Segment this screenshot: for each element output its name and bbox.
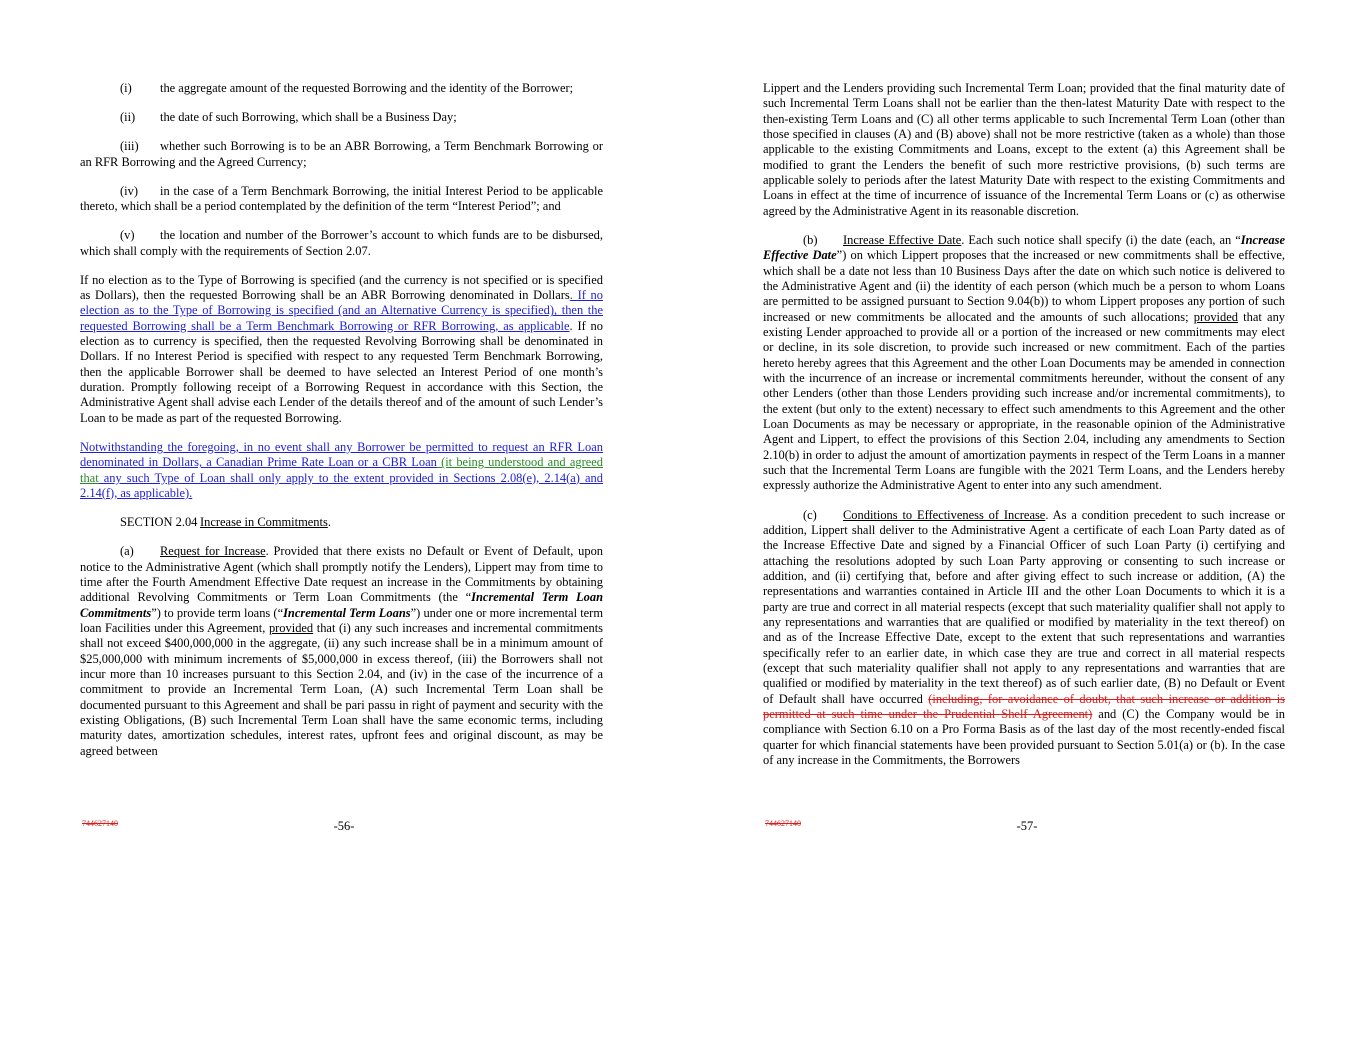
inserted-text: . If no election as to the Type of Borrowing is specified (and an Alternative Currency is specified), then the requested Borrowing shall be a Term Benchmark Borrowing or RFR Borrowing, as applicable [80,288,603,333]
paragraph-b: (b) Increase Effective Date. Each such notice shall specify (i) the date (each, an “Increase Effective Date”) on which Lippert proposes that the increased or new commitments shall be effective, which shall be a date not less than 10 Business Days after the date on which such notice is delivered to the Administrative Agent and (ii) the identity of each person (which much be a person to whom Loans are permitted to be assigned pursuant to Section 9.04(b)) to whom Lippert proposes any portion of such increased or new commitments be allocated and the amounts of such allocations; provided that any existing Lender approached to provide all or a portion of the increased or new commitments may elect or decline, in its sole discretion, to provide such increased or new commitment. Each of the parties hereto hereby agrees that this Agreement and the other Loan Documents may be amended in connection with the incurrence of an increase or incremental commitments hereunder, without the consent of any other Lenders (other than those Lenders providing such increase and/or incremental commitments), to the extent (but only to the extent) necessary to effect such amendments to this Agreement and the other Loan Documents as may be necessary or appropriate, in the reasonable opinion of the Administrative Agent and Lippert, to effect the provisions of this Section 2.04, including any amendments to Section 2.10(b) in order to adjust the amount of amortization payments in respect of the Term Loans in a manner such that the Incremental Term Loans are fungible with the 2021 Term Loans, and the Lenders hereby expressly authorize the Administrative Agent to enter into any such amendment. [763,232,1286,493]
defined-term: Increase Effective Date [763,232,1286,263]
section-title: Increase in Commitments [200,515,328,530]
inserted-text: Notwithstanding the foregoing, in no event shall any Borrower be permitted to request an RFR Loan denominated in Dollars, a Canadian Prime Rate Loan or a CBR Loan [80,439,603,470]
page-56 [0,0,682,1055]
deleted-text: (including, for avoidance of doubt, that such increase or addition is permitted at such time under the Prudential Shelf Agreement) [763,691,1285,721]
paragraph-continued: Lippert and the Lenders providing such Incremental Term Loan; provided that the final maturity date of such Incremental Term Loans shall not be earlier than the then-latest Maturity Date with respect to the then-existing Term Loans and (C) all other terms applicable to such Incremental Term Loan (other than those specified in clauses (A) and (B) above) shall not be more restrictive (taken as a whole) than those applicable to the existing Commitments and Loans, except to the extent (a) this Agreement shall be modified to grant the Lenders the benefit of such more restrictive provisions, (b) such terms are applicable solely to periods after the latest Maturity Date with respect to the existing Commitments and Loans in effect at the time of incurrence of issuance of the Incremental Term Loans or (c) as otherwise agreed by the Administrative Agent in its reasonable discretion. [763,81,1285,218]
defined-term: Incremental Term Loan Commitments [80,590,603,620]
page-57 [683,0,1365,1055]
list-item: (v) the location and number of the Borrower’s account to which funds are to be disbursed, which shall comply with the requirements of Section 2.07. [80,228,603,258]
doc-id: 744627140 [82,819,118,828]
page-56-body [80,81,603,773]
page-57-body [763,81,1285,782]
doc-id: 744627140 [765,819,801,828]
list-item: (ii) the date of such Borrowing, which shall be a Business Day; [120,110,457,125]
paragraph-heading: Request for Increase [160,544,266,559]
paragraph-c: (c) Conditions to Effectiveness of Increase. As a condition precedent to such increase or addition, Lippert shall deliver to the Administrative Agent a certificate of each Loan Party dated as of the Increase Effective Date and signed by a Financial Officer of such Loan Party (i) certifying and attaching the resolutions adopted by such Loan Party approving or consenting to such increase or addition, and (ii) certifying that, before and after giving effect to such increase or addition, (A) the representations and warranties contained in Article III and the other Loan Documents to which it is a party are true and correct in all material respects (except that such materiality qualifier shall not apply to any representations and warranties that are qualified or modified by materiality in the text thereof) on and as of the Increase Effective Date, except to the extent that such representations and warranties specifically refer to an earlier date, in which case they are true and correct in all material respects (except that such materiality qualifier shall not apply to any representations and warranties that are qualified or modified by materiality in the text thereof) as of such earlier date, (B) no Default or Event of Default shall have occurred (including, for avoidance of doubt, that such increase or addition is permitted at such time under the Prudential Shelf Agreement) and (C) the Company would be in compliance with Section 6.10 on a Pro Forma Basis as of the last day of the most recently-ended fiscal quarter for which financial statements have been provided pursuant to Section 5.01(a) or (b). In the case of any increase in the Commitments, the Borrowers [763,507,1286,768]
paragraph-heading: Conditions to Effectiveness of Increase [843,507,1046,522]
section-heading: SECTION 2.04 Increase in Commitments. [120,515,331,530]
paragraph-a: (a) Request for Increase. Provided that there exists no Default or Event of Default, upon notice to the Administrative Agent (which shall promptly notify the Lenders), Lippert may from time to time after the Fourth Amendment Effective Date request an increase in the Commitments by obtaining additional Revolving Commitments or Term Loan Commitments (the “Incremental Term Loan Commitments”) to provide term loans (“Incremental Term Loans”) under one or more incremental term loan Facilities under this Agreement, provided that (i) any such increases and incremental commitments shall not exceed $400,000,000 in the aggregate, (ii) any such increase shall be in a minimum amount of $25,000,000 with minimum increments of $5,000,000 in excess thereof, (iii) the Borrowers shall not incur more than 10 increases pursuant to this Section 2.04, and (iv) in the case of the incurrence of a commitment to provide an Incremental Term Loan, (A) such Incremental Term Loan shall be documented pursuant to this Agreement and shall be pari passu in right of payment and security with the existing Obligations, (B) such Incremental Term Loan shall have the same economic terms, including maturity dates, amortization schedules, interest rates, upfront fees and original discount, as may be agreed between [80,544,604,758]
list-item: (iv) in the case of a Term Benchmark Borrowing, the initial Interest Period to be applicable thereto, which shall be a period contemplated by the definition of the term “Interest Period”; and [80,183,603,214]
paragraph-heading: Increase Effective Date [843,232,962,247]
list-item: (iii) whether such Borrowing is to be an ABR Borrowing, a Term Benchmark Borrowing or an RFR Borrowing and the Agreed Currency; [80,139,603,169]
defined-term: Incremental Term Loans [283,605,411,620]
paragraph-notwithstanding [80,440,603,501]
list-item: (i) the aggregate amount of the requested Borrowing and the identity of the Borrower; [120,81,574,95]
paragraph-no-election: If no election as to the Type of Borrowing is specified (and the currency is not specified or is specified as Dollars), then the requested Borrowing shall be an ABR Borrowing denominated in Dollars. If no election as to the Type of Borrowing is specified (and an Alternative Currency is specified), then the requested Borrowing shall be a Term Benchmark Borrowing or RFR Borrowing, as applicable. If no election as to currency is specified, then the requested Revolving Borrowing shall be denominated in Dollars. If no Interest Period is specified with respect to any requested Term Benchmark Borrowing, then the applicable Borrower shall be deemed to have selected an Interest Period of one month’s duration. Promptly following receipt of a Borrowing Request in accordance with this Section, the Administrative Agent shall advise each Lender of the details thereof and of the amount of such Lender’s Loan to be made as part of the requested Borrowing. [80,272,603,425]
page-number: -56- [333,819,355,833]
inserted-text: any such Type of Loan shall only apply to the extent provided in Sections 2.08(e), 2.14(a) and 2.14(f), as applicable). [80,470,603,500]
inserted-text-green: (it being understood and agreed that [80,455,603,485]
page-number: -57- [1016,819,1038,833]
